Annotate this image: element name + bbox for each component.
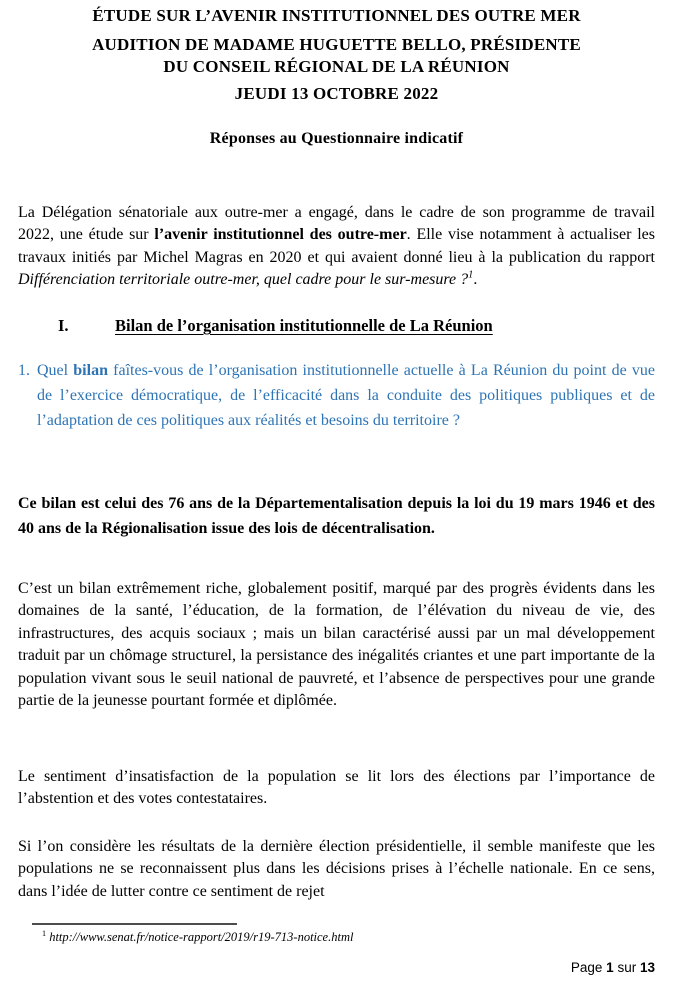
document-subtitle: Réponses au Questionnaire indicatif <box>209 130 464 147</box>
audition-title-line1: AUDITION DE MADAME HUGUETTE BELLO, PRÉSIDENTE <box>92 35 581 54</box>
answer-paragraph-bold: Ce bilan est celui des 76 ans de la Départementalisation depuis la loi du 19 mars 1946 et des 40 ans de la Régionalisation issue des lois de décentralisation. <box>18 495 655 537</box>
audition-title-line2: DU CONSEIL RÉGIONAL DE LA RÉUNION <box>163 57 510 76</box>
intro-paragraph: La Délégation sénatoriale aux outre-mer a engagé, dans le cadre de son programme de travail 2022, une étude sur l’avenir institutionnel des outre-mer. Elle vise notamment à actualiser les travaux initiés par Michel Magras en 2020 et qui avaient donné lieu à la publication du rapport Différenciation territoriale outre-mer, quel cadre pour le sur-mesure ?$^1$. <box>18 204 655 289</box>
footnote-marker: 1 <box>42 928 47 938</box>
session-date: JEUDI 13 OCTOBRE 2022 <box>234 84 439 103</box>
section-title: Bilan de l’organisation institutionnelle de La Réunion <box>115 316 493 335</box>
section-numeral: I. <box>58 316 69 335</box>
answer-paragraph: C’est un bilan extrêmement riche, globalement positif, marqué par des progrès évidents dans les domaines de la santé, l’éducation, de la formation, de l’élévation du niveau de vie, des infrastructures, des acquis sociaux ; mais un bilan caractérisé aussi par un mal développement traduit par un chômage structurel, la persistance des inégalités criantes et une part importante de la population vivant sous le seuil national de pauvreté, et l’absence de perspectives pour une grande partie de la jeunesse pourtant formée et diplômée. <box>18 580 655 710</box>
footnote <box>42 930 353 945</box>
question-text: Quel bilan faîtes-vous de l’organisation institutionnelle actuelle à La Réunion du point de vue de l’exercice démocratique, de l’efficacité dans la conduite des politiques publiques et de l’adaptation de ces politiques aux réalités et besoins du territoire ? <box>37 362 655 429</box>
question-item <box>18 358 655 433</box>
answer-paragraph: Le sentiment d’insatisfaction de la population se lit lors des élections par l’importance de l’abstention et des votes contestataires. <box>18 768 655 808</box>
page-footer-sur: sur <box>617 960 637 975</box>
study-title: ÉTUDE SUR L’AVENIR INSTITUTIONNEL DES OUTRE MER <box>92 6 581 25</box>
answer-paragraph: Si l’on considère les résultats de la dernière élection présidentielle, il semble manifeste que les populations ne se reconnaissent plus dans les décisions prises à l’échelle nationale. En ce sens, dans l’idée de lutter contre ce sentiment de rejet <box>18 838 655 900</box>
page-footer-label: Page <box>570 960 603 975</box>
question-number: 1. <box>18 362 30 379</box>
footnote-separator <box>32 923 237 925</box>
page-footer <box>571 960 655 975</box>
audition-title <box>18 34 655 78</box>
page-number: 1 <box>606 960 614 975</box>
footnote-url: http://www.senat.fr/notice-rapport/2019/r19-713-notice.html <box>49 930 354 944</box>
page-total: 13 <box>639 960 655 975</box>
section-heading <box>58 316 655 336</box>
